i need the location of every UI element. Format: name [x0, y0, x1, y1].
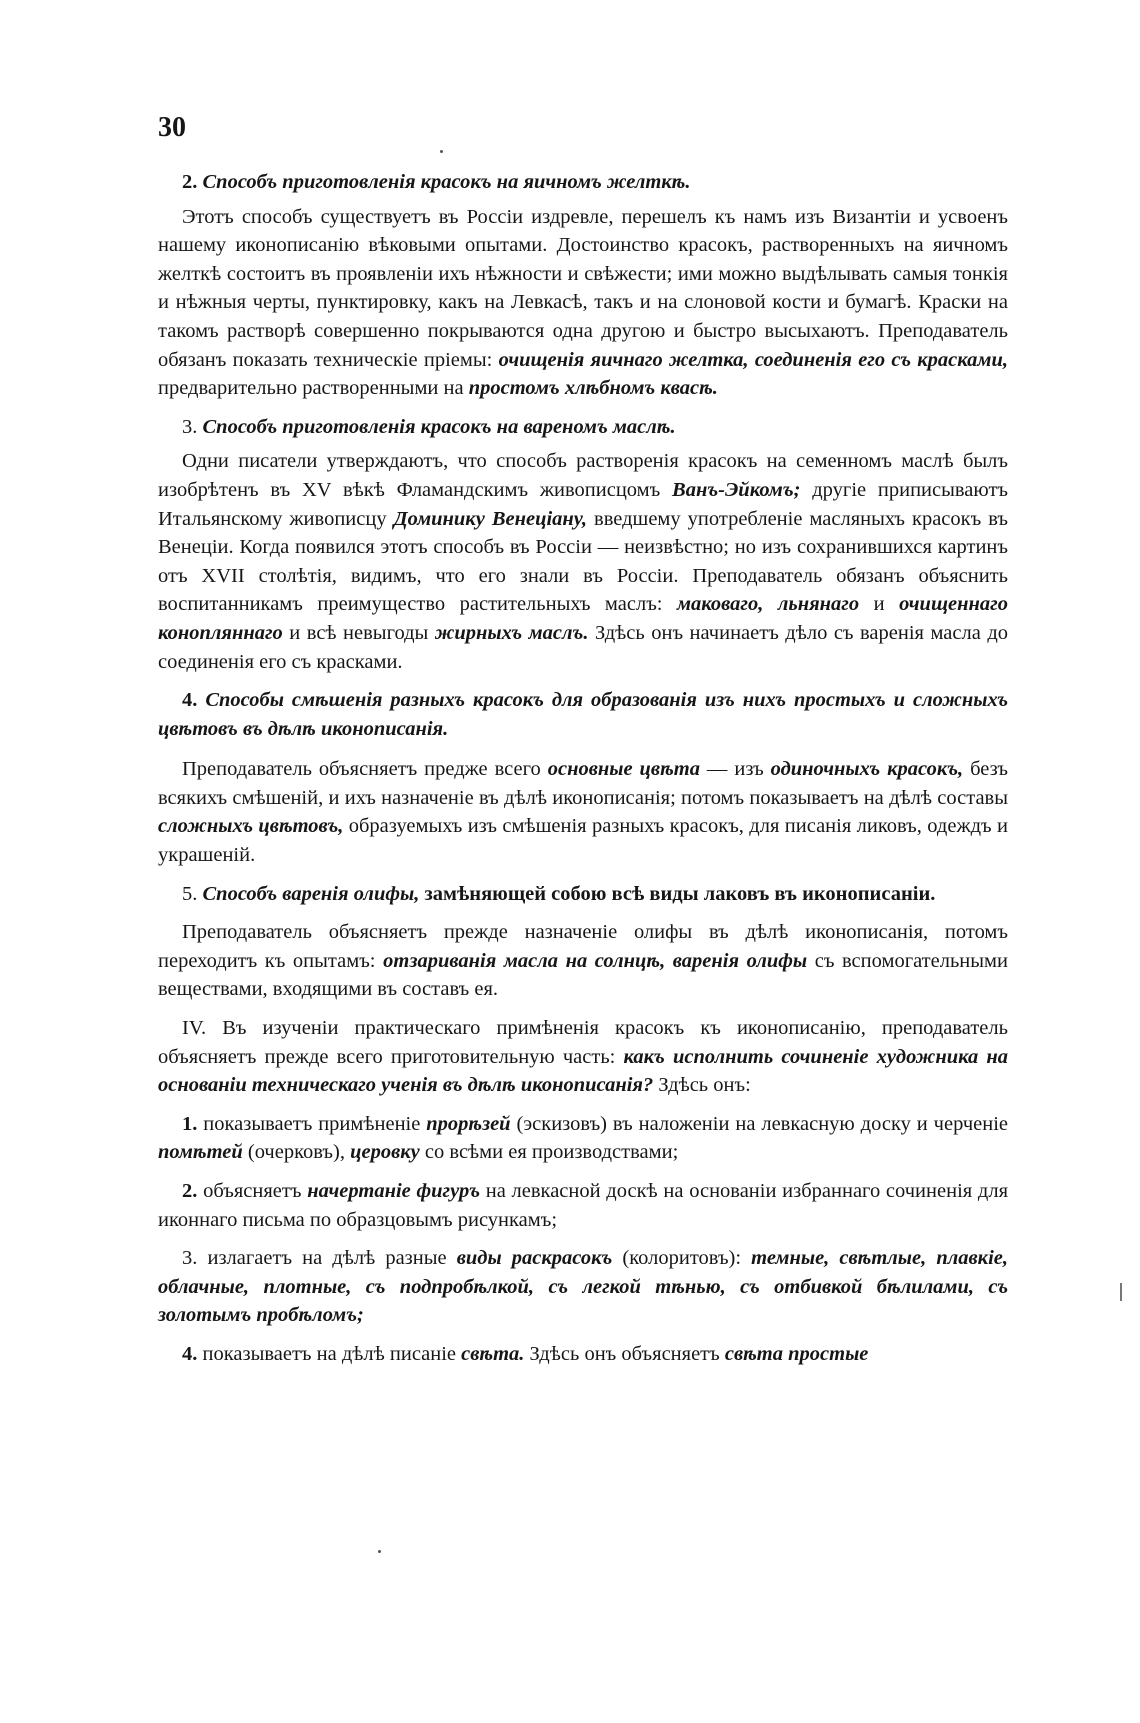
emphasis: маковаго, льнянаго [676, 593, 860, 616]
section-number: 3. [182, 415, 198, 438]
emphasis: помѣтей [158, 1141, 243, 1164]
section-2-heading [158, 168, 1008, 197]
paragraph-text: Этотъ способъ существуетъ въ Россіи издревле, перешелъ къ намъ изъ Византіи и усвоенъ нашему иконописанію вѣковыми опытами. Достоинство красокъ, растворенныхъ на яичномъ желткѣ состоитъ въ проявленіи ихъ нѣжности и свѣжести; ими можно выдѣлывать самыя тонкія и нѣжныя черты, пунктировку, какъ на Левкасѣ, такъ и на слоновой кости и бумагѣ. Краски на такомъ растворѣ совершенно покрываются одна другою и быстро высыхаютъ. Преподаватель обязанъ показать техническіе пріемы: [158, 205, 1008, 371]
paragraph-text: IV. Въ изученіи практическаго примѣненія красокъ къ иконописанію, преподаватель объясняетъ прежде всего приготовительную часть: [158, 1017, 1008, 1068]
speck [440, 150, 443, 153]
paragraph-text: — изъ [699, 758, 771, 781]
emphasis: Ванъ-Эйкомъ; [672, 478, 801, 501]
emphasis: свѣта простые [724, 1342, 869, 1365]
list-number: 1. [182, 1112, 198, 1135]
emphasis: очищенія яичнаго желтка, соединенія его съ красками, [498, 348, 1008, 371]
emphasis: основные цвѣта [547, 758, 700, 781]
paragraph-text: (очерковъ), [242, 1141, 351, 1164]
paragraph-text: безъ всякихъ смѣшеній, и ихъ назначеніе въ дѣлѣ иконописанія; потомъ показываетъ на дѣлѣ составы [158, 758, 1008, 809]
emphasis: сложныхъ цвѣтовъ, [158, 815, 344, 838]
paragraph-text: объясняетъ [197, 1180, 308, 1202]
list-item-2 [158, 1177, 1008, 1234]
emphasis: очищеннаго конопляннаго [158, 593, 1008, 644]
emphasis: начертаніе фигуръ [307, 1180, 481, 1202]
section-5-heading [158, 880, 1008, 909]
paragraph-text: введшему употребленіе масляныхъ красокъ въ Венеціи. Когда появился этотъ способъ въ Россіи — неизвѣстно; но изъ сохранившихся картинъ отъ XVII столѣтія, видимъ, что его знали въ Россіи. Преподаватель обязанъ объяснить воспитанникамъ преимущество растительныхъ маслъ: [158, 507, 1008, 616]
paragraph-text: излагаетъ на дѣлѣ разные [197, 1247, 457, 1270]
paragraph-text: Здѣсь онъ: [653, 1074, 751, 1097]
list-number: 3. [182, 1247, 198, 1270]
paragraph-text: показываетъ на дѣлѣ писаніе [197, 1342, 462, 1365]
speck [378, 1550, 381, 1553]
section-2-paragraph [158, 203, 1008, 403]
list-item-3 [158, 1244, 1008, 1330]
paragraph-text: со всѣми ея производствами; [419, 1141, 679, 1164]
paragraph-text: образуемыхъ изъ смѣшенія разныхъ красокъ, для писанія ликовъ, одеждъ и украшеній. [158, 815, 1008, 867]
emphasis: церовку [350, 1141, 420, 1164]
emphasis: темные, свѣтлые, плавкіе, облачные, плотные, съ подпробѣлкой, съ легкой тѣнью, съ отбивкой бѣлилами, съ золотымъ пробѣломъ; [158, 1247, 1008, 1327]
body-text [158, 168, 1008, 1379]
paragraph-text: Одни писатели утверждаютъ, что способъ растворенія красокъ на семенномъ маслѣ былъ изобрѣтенъ въ XV вѣкѣ Фламандскимъ живописцомъ [158, 450, 1008, 501]
section-title: Способъ варенія олифы, [202, 882, 420, 905]
paragraph-text: Преподаватель объясняетъ предже всего [182, 758, 548, 781]
paragraph-text: и [859, 593, 900, 616]
section-number: 5. [182, 882, 198, 905]
section-title: Способъ приготовленія красокъ на яичномъ желткѣ. [202, 171, 691, 193]
emphasis: жирныхъ маслъ. [434, 621, 589, 644]
paragraph-text: Здѣсь онъ объясняетъ [524, 1342, 725, 1365]
paragraph-text: на левкасной доскѣ на основаніи избраннаго сочиненія для иконнаго письма по образцовымъ рисункамъ; [158, 1180, 1009, 1231]
emphasis: виды раскрасокъ [456, 1247, 613, 1270]
section-number: 2. [182, 171, 198, 193]
section-3-heading [158, 413, 1008, 442]
section-title: Способы смѣшенія разныхъ красокъ для образованія изъ нихъ простыхъ и сложныхъ цвѣтовъ въ дѣлѣ иконописанія. [158, 689, 1008, 740]
list-item-1 [158, 1110, 1008, 1167]
section-5-paragraph [158, 918, 1008, 1004]
margin-mark [1120, 1283, 1122, 1301]
paragraph-text: предварительно растворенными на [158, 377, 469, 400]
paragraph-text: (эскизовъ) въ наложеніи на левкасную доску и черченіе [510, 1112, 1008, 1135]
paragraph-text: (колоритовъ): [612, 1247, 752, 1270]
paragraph-text: Преподаватель объясняетъ прежде назначеніе олифы въ дѣлѣ иконописанія, потомъ переходитъ къ опытамъ: [158, 921, 1008, 972]
list-number: 2. [182, 1180, 198, 1202]
emphasis: простомъ хлѣбномъ квасѣ. [468, 377, 718, 400]
section-number: 4. [182, 689, 198, 712]
paragraph-text: Здѣсь онъ начинаетъ дѣло съ варенія масла до соединенія его съ красками. [158, 621, 1008, 673]
emphasis: свѣта. [461, 1342, 525, 1365]
paragraph-text: другіе приписываютъ Итальянскому живописцу [158, 478, 1009, 530]
paragraph-text: съ вспомогательными веществами, входящими въ составъ ея. [158, 949, 1008, 1001]
emphasis: отзариванія масла на солнцѣ, варенія олифы [383, 949, 808, 972]
section-4-heading [158, 686, 1008, 743]
paragraph-text: и всѣ невыгоды [282, 621, 435, 644]
section-title-rest: замѣняющей собою всѣ виды лаковъ въ иконописаніи. [419, 882, 936, 905]
emphasis: какъ исполнить сочиненіе художника на основаніи техническаго ученія въ дѣлѣ иконописанія? [158, 1045, 1008, 1097]
page-number: 30 [158, 112, 186, 143]
section-3-paragraph [158, 447, 1008, 676]
list-number: 4. [182, 1342, 198, 1365]
section-title: Способъ приготовленія красокъ на вареномъ маслѣ. [202, 415, 676, 438]
emphasis: прорѣзей [426, 1112, 511, 1135]
list-item-4 [158, 1340, 1008, 1369]
emphasis: одиночныхъ красокъ, [770, 758, 964, 781]
emphasis: Доминику Венеціану, [393, 507, 588, 530]
section-iv-paragraph [158, 1014, 1008, 1100]
paragraph-text: показываетъ примѣненіе [197, 1112, 427, 1135]
section-4-paragraph [158, 755, 1008, 869]
